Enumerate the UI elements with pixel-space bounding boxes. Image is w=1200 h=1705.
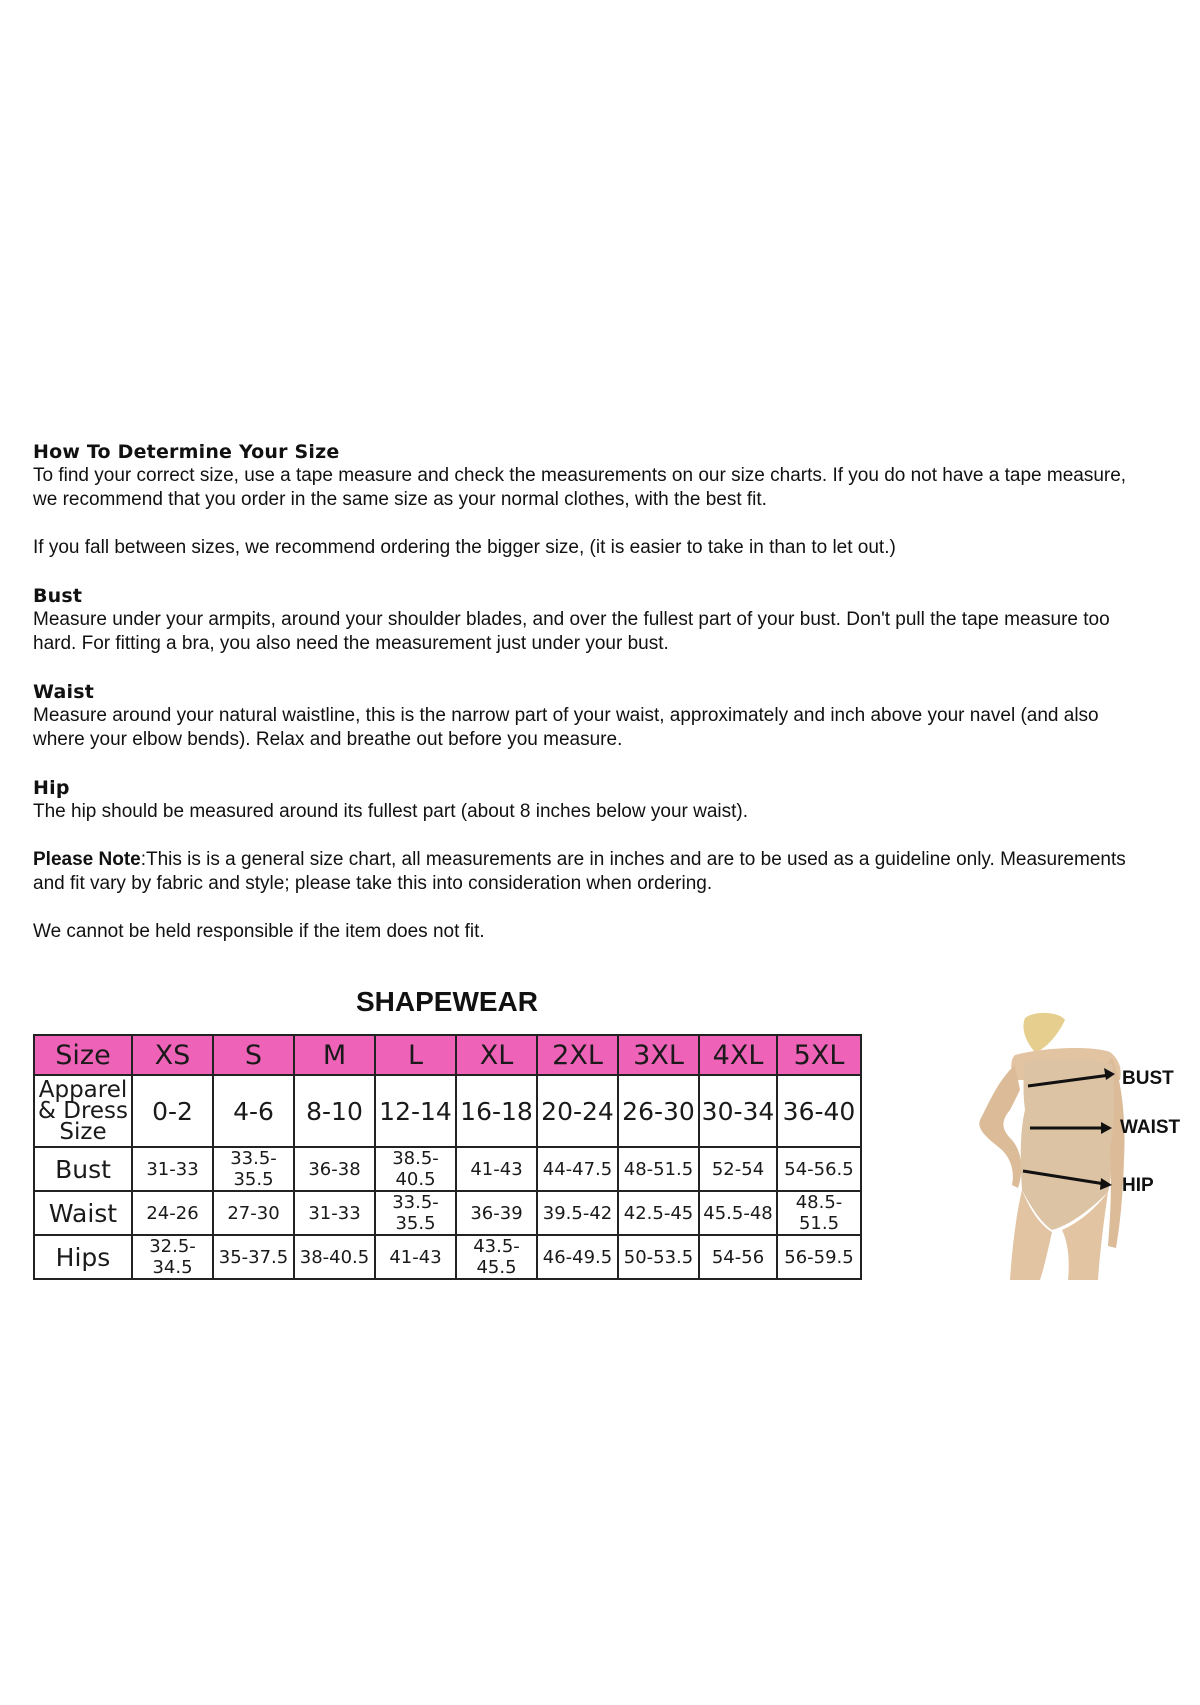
table-cell: 39.5-42 (537, 1191, 618, 1235)
size-guide-text (33, 440, 1143, 968)
guide-between-sizes: If you fall between sizes, we recommend ordering the bigger size, (it is easier to take in than to let out.) (33, 537, 896, 558)
table-cell: 26-30 (618, 1075, 699, 1147)
guide-intro: To find your correct size, use a tape measure and check the measurements on our size charts. If you do not have a tape measure, we recommend that you order in the same size as your normal clothes, with the best fit. (33, 465, 1127, 510)
row-label-line: & Dress (37, 1097, 129, 1124)
hip-heading: Hip (33, 777, 70, 799)
table-header-row (34, 1035, 861, 1075)
waist-label: WAIST (1120, 1117, 1181, 1138)
header-cell: XS (132, 1035, 213, 1075)
table-cell: 36-38 (294, 1147, 375, 1191)
table-cell: 16-18 (456, 1075, 537, 1147)
table-cell: 32.5-34.5 (132, 1235, 213, 1279)
table-cell: 41-43 (375, 1235, 456, 1279)
row-label-line: Apparel (38, 1076, 128, 1103)
body-silhouette-illustration (940, 1010, 1190, 1280)
row-label: Bust (34, 1147, 132, 1191)
bust-body: Measure under your armpits, around your shoulder blades, and over the fullest part of your bust. Don't pull the tape measure too hard. For fitting a bra, you also need the measurement just under your bust. (33, 609, 1110, 654)
table-row (34, 1147, 861, 1191)
table-cell: 4-6 (213, 1075, 294, 1147)
header-cell: 5XL (777, 1035, 861, 1075)
table-row (34, 1075, 861, 1147)
please-note (33, 848, 1143, 896)
header-cell: S (213, 1035, 294, 1075)
header-cell: 2XL (537, 1035, 618, 1075)
bust-heading: Bust (33, 585, 83, 607)
table-cell: 54-56.5 (777, 1147, 861, 1191)
table-cell: 48-51.5 (618, 1147, 699, 1191)
table-cell: 45.5-48 (699, 1191, 777, 1235)
table-cell: 35-37.5 (213, 1235, 294, 1279)
header-cell: 3XL (618, 1035, 699, 1075)
row-label: Waist (34, 1191, 132, 1235)
table-cell: 24-26 (132, 1191, 213, 1235)
size-chart-table (33, 1034, 862, 1280)
bust-label: BUST (1122, 1068, 1174, 1089)
hip-label: HIP (1122, 1175, 1154, 1196)
row-label: Hips (34, 1235, 132, 1279)
table-cell: 30-34 (699, 1075, 777, 1147)
table-cell: 33.5-35.5 (213, 1147, 294, 1191)
measurement-figure (940, 1010, 1190, 1280)
table-cell: 31-33 (294, 1191, 375, 1235)
note-body: :This is is a general size chart, all measurements are in inches and are to be used as a guideline only. Measurements and fit vary by fabric and style; please take this into consideration when ordering. (33, 849, 1126, 894)
header-cell: 4XL (699, 1035, 777, 1075)
table-cell: 0-2 (132, 1075, 213, 1147)
table-cell: 38-40.5 (294, 1235, 375, 1279)
waist-body: Measure around your natural waistline, this is the narrow part of your waist, approximately and inch above your navel (and also where your elbow bends). Relax and breathe out before you measure. (33, 705, 1099, 750)
note-label: Please Note (33, 849, 141, 870)
table-cell: 43.5-45.5 (456, 1235, 537, 1279)
table-cell: 48.5-51.5 (777, 1191, 861, 1235)
table-row (34, 1235, 861, 1279)
table-cell: 52-54 (699, 1147, 777, 1191)
waist-heading: Waist (33, 681, 95, 703)
row-label-line: Size (59, 1118, 107, 1145)
table-cell: 12-14 (375, 1075, 456, 1147)
row-label (34, 1075, 132, 1147)
table-cell: 50-53.5 (618, 1235, 699, 1279)
table-cell: 8-10 (294, 1075, 375, 1147)
table-cell: 54-56 (699, 1235, 777, 1279)
table-cell: 56-59.5 (777, 1235, 861, 1279)
table-cell: 46-49.5 (537, 1235, 618, 1279)
hip-body: The hip should be measured around its fullest part (about 8 inches below your waist). (33, 801, 749, 822)
header-cell: M (294, 1035, 375, 1075)
header-cell: Size (34, 1035, 132, 1075)
table-cell: 36-40 (777, 1075, 861, 1147)
table-cell: 41-43 (456, 1147, 537, 1191)
table-cell: 20-24 (537, 1075, 618, 1147)
table-row (34, 1191, 861, 1235)
table-cell: 42.5-45 (618, 1191, 699, 1235)
disclaimer: We cannot be held responsible if the item does not fit. (33, 921, 485, 942)
table-cell: 33.5-35.5 (375, 1191, 456, 1235)
table-cell: 44-47.5 (537, 1147, 618, 1191)
header-cell: L (375, 1035, 456, 1075)
chart-title: SHAPEWEAR (355, 986, 538, 1017)
header-cell: XL (456, 1035, 537, 1075)
table-cell: 38.5-40.5 (375, 1147, 456, 1191)
table-cell: 27-30 (213, 1191, 294, 1235)
guide-heading: How To Determine Your Size (33, 441, 340, 463)
table-cell: 36-39 (456, 1191, 537, 1235)
table-cell: 31-33 (132, 1147, 213, 1191)
